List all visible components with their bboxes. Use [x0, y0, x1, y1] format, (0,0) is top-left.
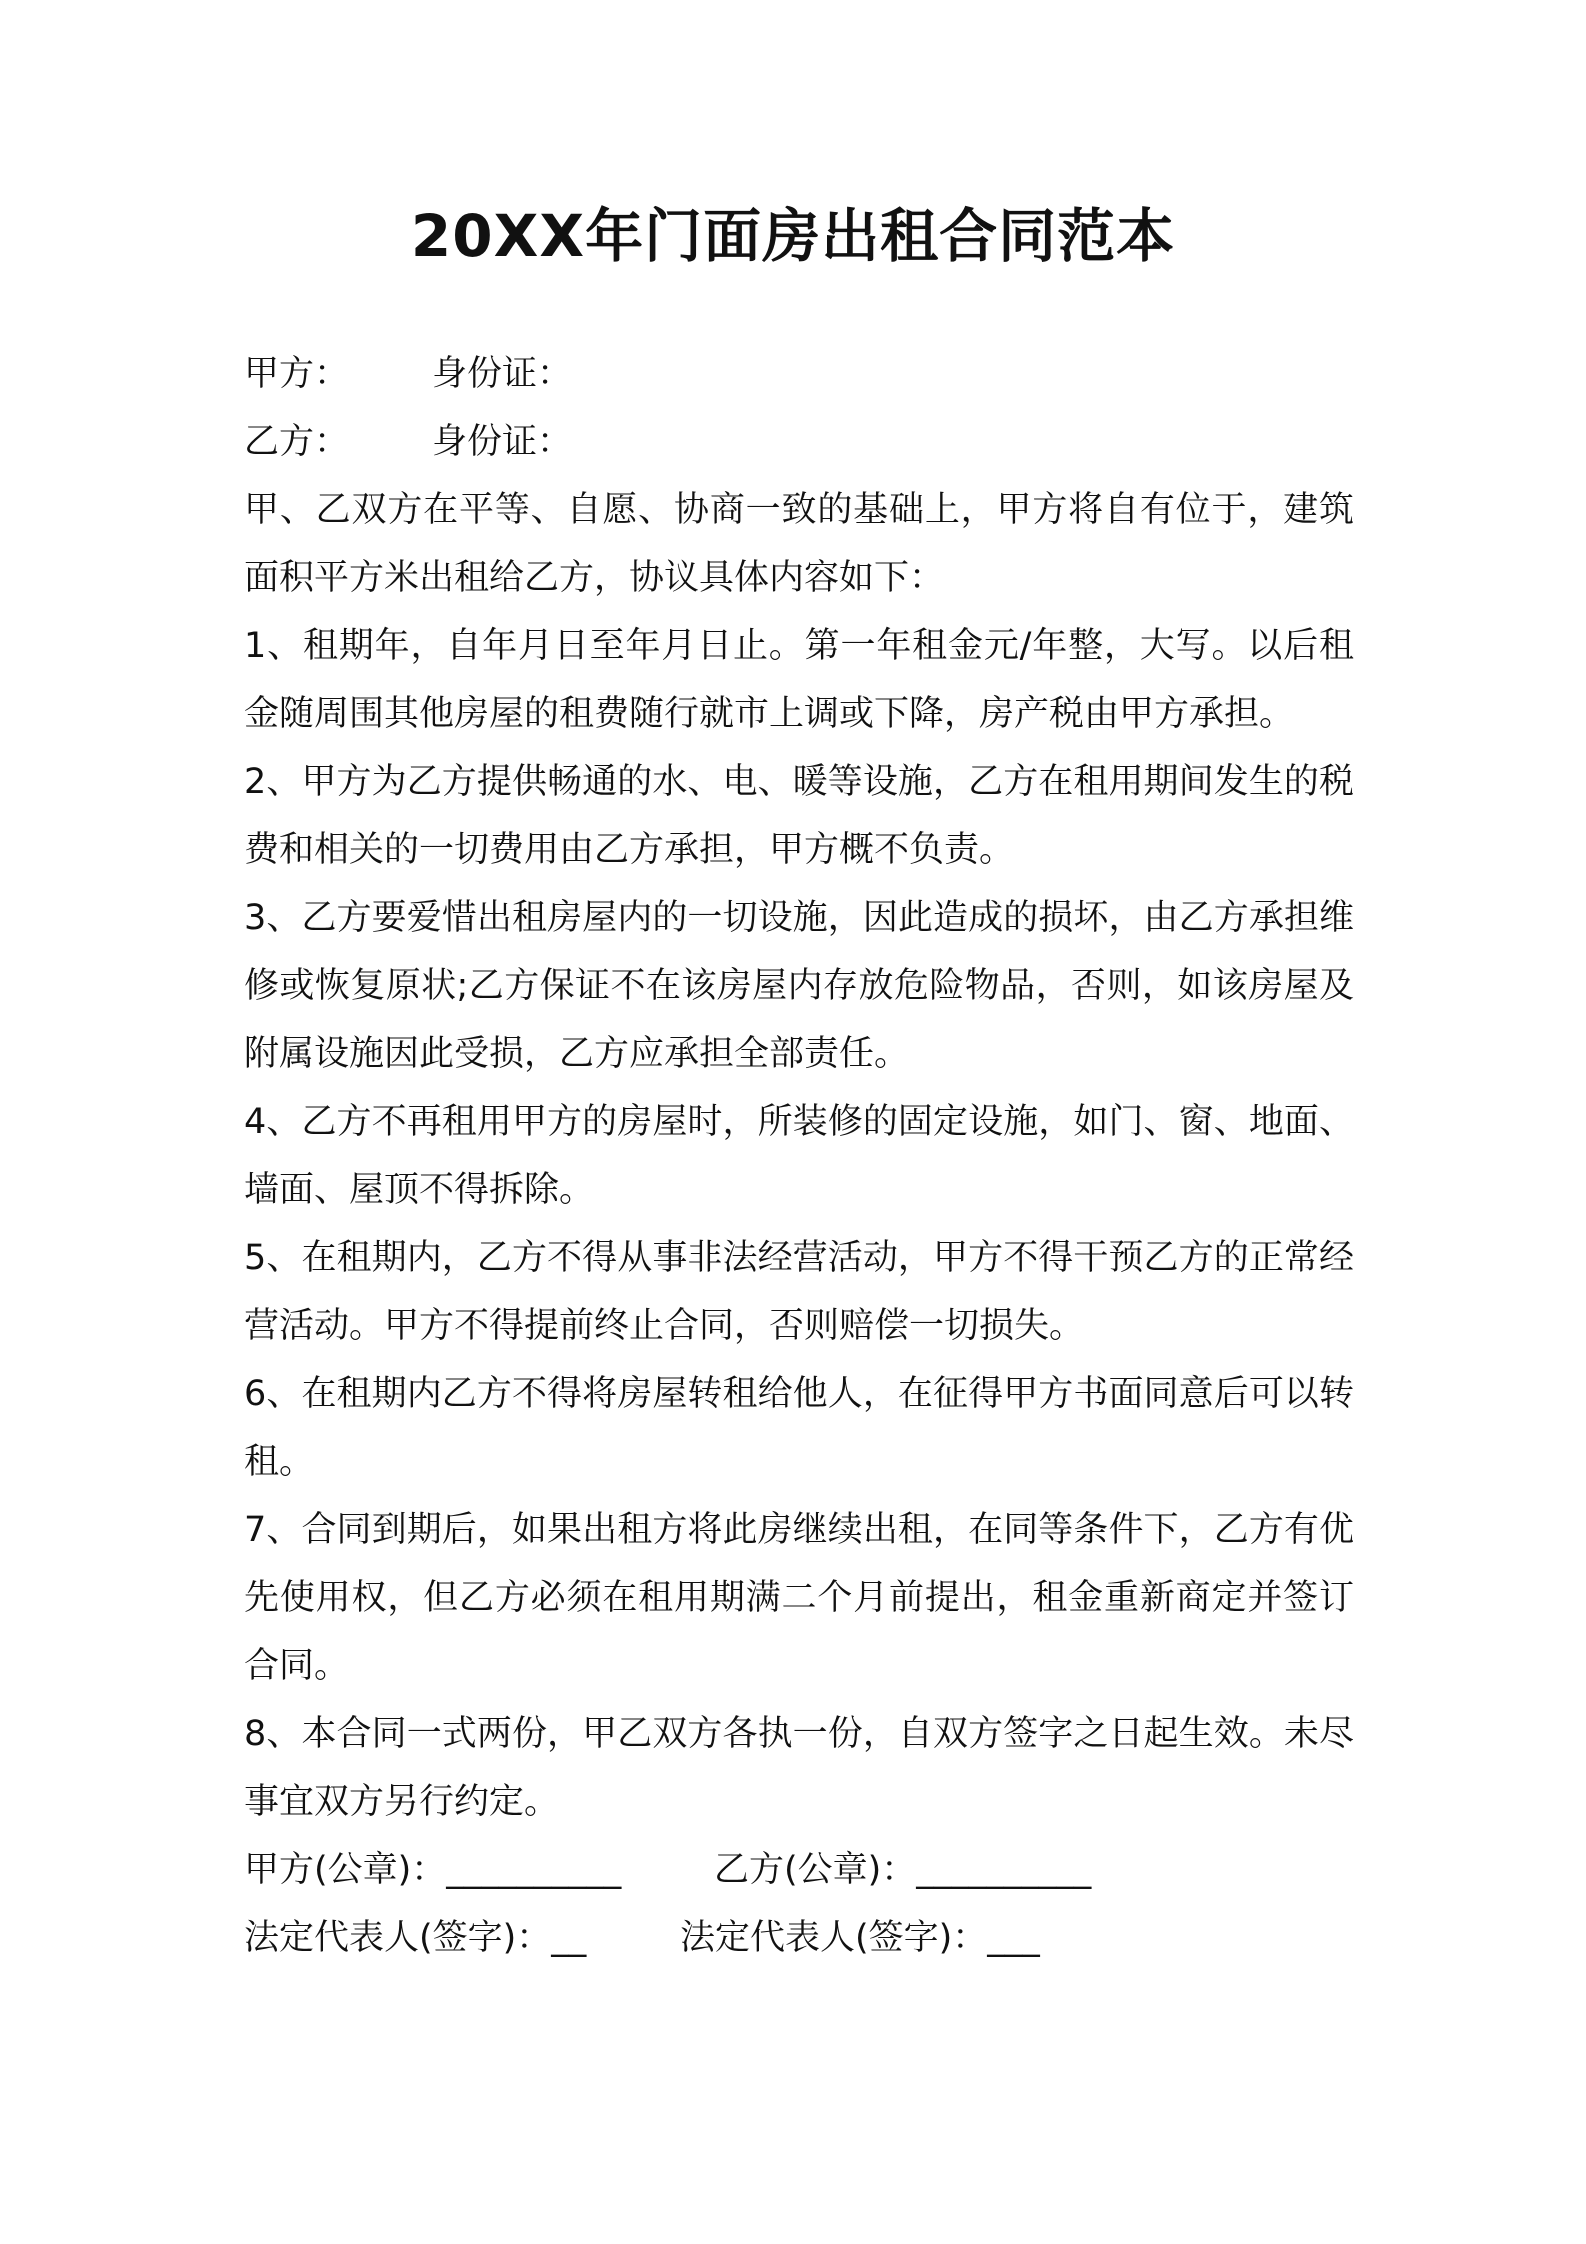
document-title: 20XX年门面房出租合同范本 [410, 202, 1176, 270]
party-a-rep-line: 法定代表人(签字)：__ [244, 1918, 587, 1958]
party-a-row [244, 340, 1354, 408]
party-b-row [244, 408, 1354, 476]
party-a-id-label: 身份证： [432, 354, 573, 394]
clause-8: 8、本合同一式两份，甲乙双方各执一份，自双方签字之日起生效。未尽事宜双方另行约定。 [244, 1714, 1354, 1822]
party-b-id-label: 身份证： [432, 422, 573, 462]
clause-2: 2、甲方为乙方提供畅通的水、电、暖等设施，乙方在租用期间发生的税费和相关的一切费用由乙方承担，甲方概不负责。 [244, 762, 1354, 870]
party-b-label: 乙方： [244, 422, 350, 462]
clause-3: 3、乙方要爱惜出租房屋内的一切设施，因此造成的损坏，由乙方承担维修或恢复原状;乙方保证不在该房屋内存放危险物品，否则，如该房屋及附属设施因此受损，乙方应承担全部责任。 [244, 898, 1354, 1074]
clause-1: 1、租期年，自年月日至年月日止。第一年租金元/年整，大写。以后租金随周围其他房屋的租费随行就市上调或下降，房产税由甲方承担。 [244, 626, 1354, 734]
party-a-label: 甲方： [244, 354, 350, 394]
clause-7: 7、合同到期后，如果出租方将此房继续出租，在同等条件下，乙方有优先使用权，但乙方必须在租用期满二个月前提出，租金重新商定并签订合同。 [244, 1510, 1354, 1686]
seal-row [244, 1836, 1354, 1904]
party-b-seal-line: 乙方(公章)：__________ [714, 1850, 1092, 1890]
clause-6: 6、在租期内乙方不得将房屋转租给他人，在征得甲方书面同意后可以转租。 [244, 1374, 1354, 1482]
party-a-seal-line: 甲方(公章)：__________ [244, 1850, 622, 1890]
document-body [244, 340, 1354, 1972]
party-b-rep-line: 法定代表人(签字)：___ [680, 1918, 1040, 1958]
representative-row [244, 1904, 1354, 1972]
clause-4: 4、乙方不再租用甲方的房屋时，所装修的固定设施，如门、窗、地面、墙面、屋顶不得拆除。 [244, 1102, 1354, 1210]
clause-5: 5、在租期内，乙方不得从事非法经营活动，甲方不得干预乙方的正常经营活动。甲方不得提前终止合同，否则赔偿一切损失。 [244, 1238, 1354, 1346]
intro-paragraph: 甲、乙双方在平等、自愿、协商一致的基础上，甲方将自有位于，建筑面积平方米出租给乙方，协议具体内容如下： [244, 490, 1354, 598]
